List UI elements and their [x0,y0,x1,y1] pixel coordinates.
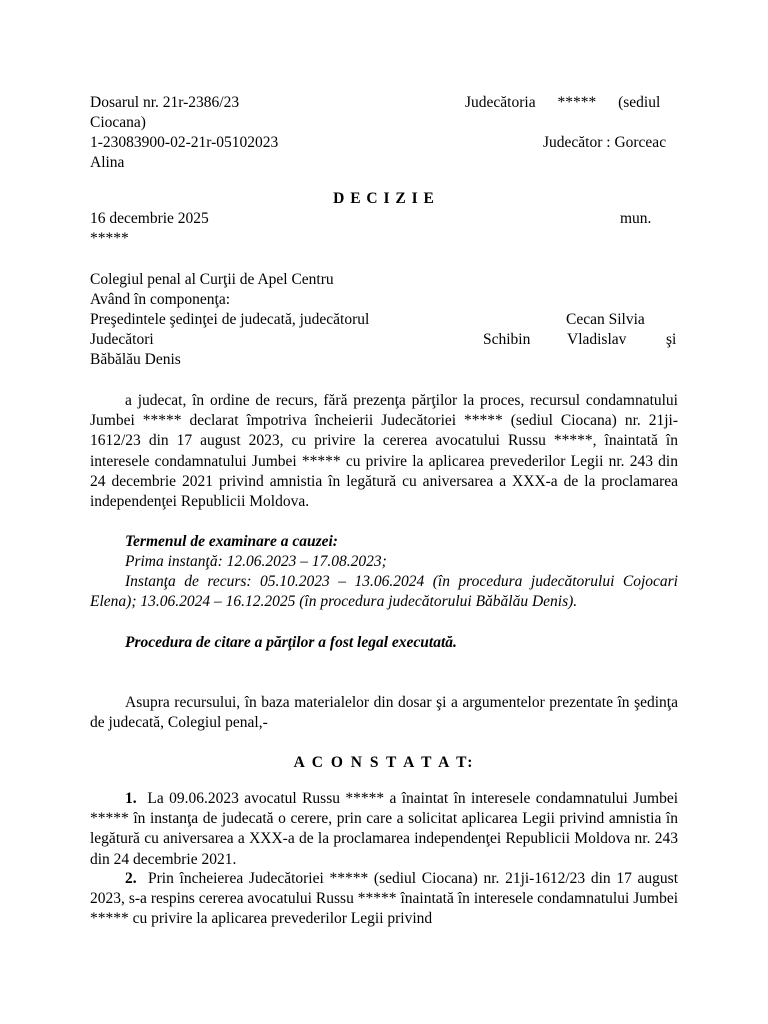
numbered-point [90,789,678,870]
first-instance-judge-continued: Alina [90,154,125,171]
point-number: 2. [125,870,137,887]
judges-conjunction: şi [666,331,677,348]
intro-paragraph: a judecat, în ordine de recurs, fără prezenţa părţilor la proces, recursul condamnatului Jumbei ***** declarat împotriva încheierii Judecătoriei ***** (sediul Ciocana) nr. 21ji-1612/23 din 17 august 2023, cu privire la cererea avocatului Russu *****, înaintată în interesele condamnatului Jumbei ***** cu privire la aplicarea prevederilor Legii nr. 243 din 24 decembrie 2021 privind amnistia în legătură cu aniversarea a XXX-a de la proclamarea independenţei Republicii Moldova. [90,392,678,511]
presiding-judge-name: Cecan Silvia [566,311,645,328]
judge-given-name: Vladislav [567,331,627,348]
decision-place: mun. [620,210,652,227]
panel-name: Colegiul penal al Curţii de Apel Centru [90,271,334,288]
panel-composition-label: Având în componenţa: [90,291,231,308]
document-title: D E C I Z I E [333,190,435,207]
numbered-point [90,869,678,930]
judges-label: Judecători [90,331,154,348]
presiding-judge-label: Preşedintele şedinţei de judecată, judecătorul [90,311,370,328]
decision-place-continued: ***** [90,230,129,247]
summons-statement: Procedura de citare a părţilor a fost legal executată. [125,634,457,651]
decision-date: 16 decembrie 2025 [90,210,209,227]
terms-first-instance: Prima instanţă: 12.06.2023 – 17.08.2023; [125,553,387,570]
point-text: La 09.06.2023 avocatul Russu ***** a înaintat în interesele condamnatului Jumbei ***** în instanţa de judecată o cerere, prin care a solicitat aplicarea Legii privind amnistia în legătură cu aniversarea a XXX-a de la proclamarea independenţei Republicii Moldova nr. 243 din 24 decembrie 2021. [90,790,679,868]
terms-heading: Termenul de examinare a cauzei: [125,533,338,550]
terms-appeal-instance: Instanţa de recurs: 05.10.2023 – 13.06.2024 (în procedura judecătorului Cojocari Elena); 13.06.2024 – 16.12.2025 (în procedura judecătorului Băbălău Denis). [90,573,678,611]
first-instance-judge: Judecător : Gorceac [543,134,667,151]
point-text: Prin încheierea Judecătoriei ***** (sediul Ciocana) nr. 21ji-1612/23 din 17 august 2023, s-a respins cererea avocatului Russu ***** înaintată în interesele condamnatului Jumbei ***** cu privire la aplicarea prevederilor Legii privind [90,870,679,928]
section-heading-constatat: A C O N S T A T A T: [293,754,475,771]
case-registration-number: 1-23083900-02-21r-05102023 [90,134,279,151]
court-name [465,93,678,113]
judge-surname: Schibin [483,331,531,348]
judge-rapporteur: Băbălău Denis [90,351,181,368]
court-name-continued: Ciocana) [90,114,146,131]
court-name-text: Judecătoria ***** (sediul [465,94,661,111]
point-number: 1. [125,790,137,807]
case-file-number: Dosarul nr. 21r-2386/23 [90,94,240,111]
deliberation-paragraph: Asupra recursului, în baza materialelor din dosar şi a argumentelor prezentate în şedinţa de judecată, Colegiul penal,- [90,694,678,732]
